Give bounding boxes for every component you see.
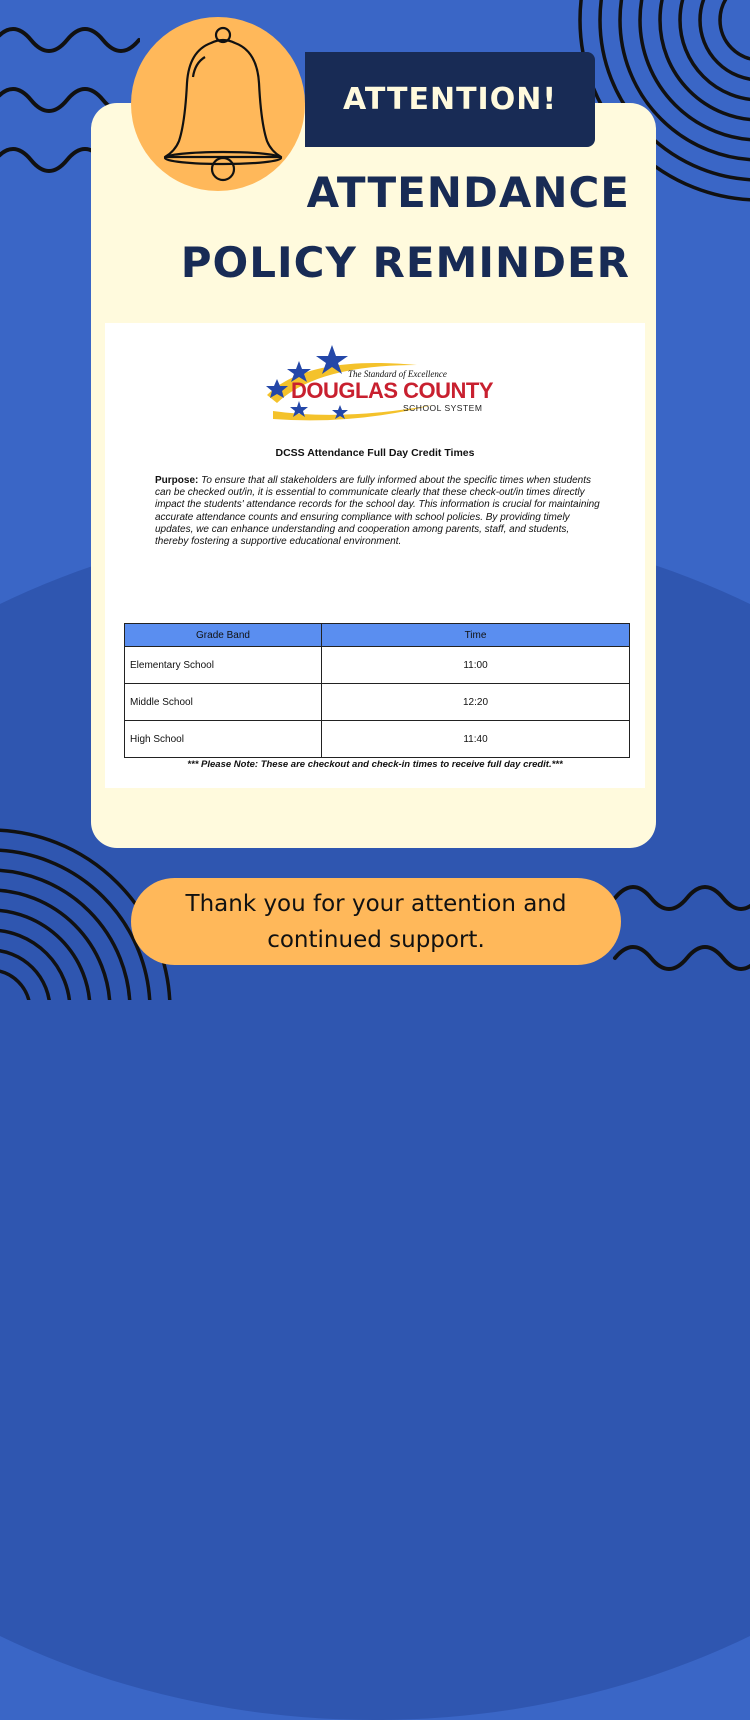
time-cell: 11:40 <box>322 721 630 758</box>
column-header-grade-band: Grade Band <box>125 624 322 647</box>
policy-document <box>105 323 645 788</box>
logo-tagline: The Standard of Excellence <box>348 369 447 379</box>
logo-name: DOUGLAS COUNTY <box>291 378 493 403</box>
bell-icon <box>131 17 305 191</box>
wave-lines-decor-bottom <box>610 860 750 1000</box>
thank-you-line-2: continued support. <box>267 926 485 953</box>
full-day-credit-note: *** Please Note: These are checkout and check-in times to receive full day credit.*** <box>187 759 563 770</box>
grade-band-cell: High School <box>125 721 322 758</box>
purpose-paragraph <box>155 475 600 548</box>
thank-you-pill <box>131 878 621 965</box>
bell-badge <box>131 17 305 191</box>
purpose-label: Purpose: <box>155 475 199 486</box>
purpose-text: To ensure that all stakeholders are fully informed about the specific times when students can be checked out/in, it is essential to communicate clearly that these check-out/in times directly impact the students' attendance records for the school day. This information is crucial for maintaining accurate attendance counts and ensuring compliance with school policies. By providing timely updates, we can enhance understanding and cooperation among parents, staff, and students, thereby fostering a supportive educational environment. <box>155 475 600 548</box>
column-header-time: Time <box>322 624 630 647</box>
table-row <box>125 647 630 684</box>
headline-line-2: POLICY REMINDER <box>180 238 630 287</box>
district-logo <box>255 333 505 428</box>
attention-banner <box>305 52 595 147</box>
document-title: DCSS Attendance Full Day Credit Times <box>275 447 475 459</box>
grade-band-cell: Elementary School <box>125 647 322 684</box>
thank-you-line-1: Thank you for your attention and <box>185 890 567 917</box>
attention-label: ATTENTION! <box>342 82 558 117</box>
table-row <box>125 721 630 758</box>
grade-band-cell: Middle School <box>125 684 322 721</box>
time-cell: 12:20 <box>322 684 630 721</box>
table-header-row <box>125 624 630 647</box>
full-day-credit-table <box>124 623 630 758</box>
headline-line-1: ATTENDANCE <box>306 168 630 217</box>
time-cell: 11:00 <box>322 647 630 684</box>
logo-subtitle: SCHOOL SYSTEM <box>403 403 483 413</box>
table-row <box>125 684 630 721</box>
